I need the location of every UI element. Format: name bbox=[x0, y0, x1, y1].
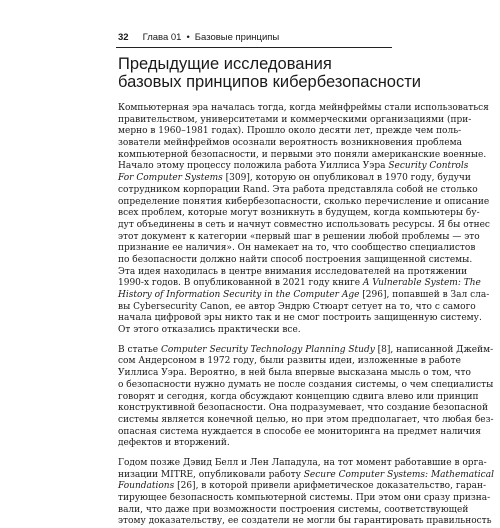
text-line: 1990-х годов. В опубликованной в 2021 году книге A Vulnerable System: The bbox=[118, 278, 481, 289]
section-title bbox=[118, 55, 422, 91]
section-title-line-1: Предыдущие исследования bbox=[118, 55, 332, 73]
text-line: Годом позже Дэвид Белл и Лен Лападула, на тот момент работавшие в орга- bbox=[118, 457, 487, 468]
text-line: Foundations [26], в которой привели арифметическое доказательство, гаран- bbox=[118, 481, 487, 492]
text-line: Компьютерная эра началась тогда, когда мейнфреймы стали использоваться bbox=[118, 103, 489, 113]
chapter-label: Глава 01 bbox=[142, 32, 182, 43]
body-text bbox=[118, 103, 494, 528]
text-line: дут объединены в сеть и начнут совместно использовать ресурсы. Я бы отнес bbox=[118, 219, 490, 230]
paragraph-1 bbox=[118, 103, 490, 337]
text-line: дефектов и вторжений. bbox=[118, 438, 230, 449]
text-line: компьютерной безопасности, и первыми это поняли американские военные. bbox=[118, 149, 487, 160]
text-line: низации MITRE, опубликовали работу Secure Computer Systems: Mathematical bbox=[118, 469, 494, 480]
text-line: определение понятия кибербезопасности, сколько перечисление и описание bbox=[118, 196, 490, 207]
paragraph-gap bbox=[118, 450, 393, 458]
text-line: От этого отказались практически все. bbox=[118, 325, 301, 336]
page-number: 32 bbox=[118, 32, 129, 43]
text-line: В статье Computer Security Technology Planning Study [8], написанной Джейм- bbox=[118, 344, 494, 355]
text-line: сотрудником корпорации Rand. Эта работа представляла собой не столько bbox=[118, 184, 478, 195]
text-line: сом Андерсоном в 1972 году, были развиты идеи, изложенные в работе bbox=[118, 356, 461, 367]
text-line: начала цифровой эры никто так и не смог построить защищенную систему. bbox=[118, 313, 482, 324]
paragraph-2 bbox=[118, 344, 494, 450]
text-line: этому доказательству, ее создатели не могли бы гарантировать правильность bbox=[118, 516, 492, 527]
text-line: Эта идея находилась в центре внимания исследователей на протяжении bbox=[118, 266, 468, 277]
text-line: History of Information Security in the Computer Age [296], попавшей в Зал сла- bbox=[118, 290, 490, 300]
section-title-line-2: базовых принципов кибербезопасности bbox=[118, 73, 422, 91]
paragraph-gap bbox=[118, 337, 393, 345]
text-line: Уиллиса Уэра. Вероятно, в ней была впервые высказана мысль о том, что bbox=[118, 368, 471, 379]
header-rule bbox=[116, 47, 392, 48]
header-separator: • bbox=[186, 32, 190, 43]
text-line: признание ее наличия». Он намекает на то, что сообщество специалистов bbox=[118, 243, 476, 254]
text-line: Начало этому процессу положила работа Уиллиса Уэра Security Controls bbox=[118, 161, 469, 172]
text-line: зователи мейнфреймов осознали вероятность возникновения проблема bbox=[118, 138, 462, 149]
text-line: правительством, университетами и коммерческими организациями (при- bbox=[118, 114, 472, 125]
text-line: о безопасности нужно думать не после создания системы, о чем специалисты bbox=[118, 379, 494, 390]
text-line: вали, что даже при возможности построения системы, соответствующей bbox=[118, 504, 469, 515]
text-line: говорят и сегодня, когда обсуждают концепцию сдвига влево или принцип bbox=[118, 391, 479, 402]
running-header bbox=[118, 30, 388, 46]
text-line: по безопасности должно найти способ построения защищенной системы. bbox=[118, 254, 473, 265]
text-line: всех проблем, которые могут возникнуть в будущем, когда компьютеры бу- bbox=[118, 208, 480, 219]
text-line: тирующее безопасность компьютерной системы. При этом они сразу призна- bbox=[118, 493, 491, 503]
chapter-title: Базовые принципы bbox=[194, 32, 280, 43]
text-line: мерно в 1960–1981 годах). Прошло около десяти лет, прежде чем поль- bbox=[118, 126, 462, 137]
text-line: For Computer Systems [309], которую он опубликовал в 1970 году, будучи bbox=[118, 173, 471, 184]
text-line: вы Cybersecurity Canon, ее автор Эндрю Стюарт сетует на то, что с самого bbox=[118, 301, 476, 312]
text-line: системы является конечной целью, но при этом предполагает, что любая без- bbox=[118, 414, 494, 425]
paragraph-3 bbox=[118, 457, 494, 528]
text-line: опасная система нуждается в способе ее мониторинга на предмет наличия bbox=[118, 426, 481, 437]
text-line: конструктивной безопасности. Она подразумевает, что создание безопасной bbox=[118, 403, 488, 414]
text-line: этот документ к категории «первый шаг в решении любой проблемы — это bbox=[118, 231, 480, 242]
